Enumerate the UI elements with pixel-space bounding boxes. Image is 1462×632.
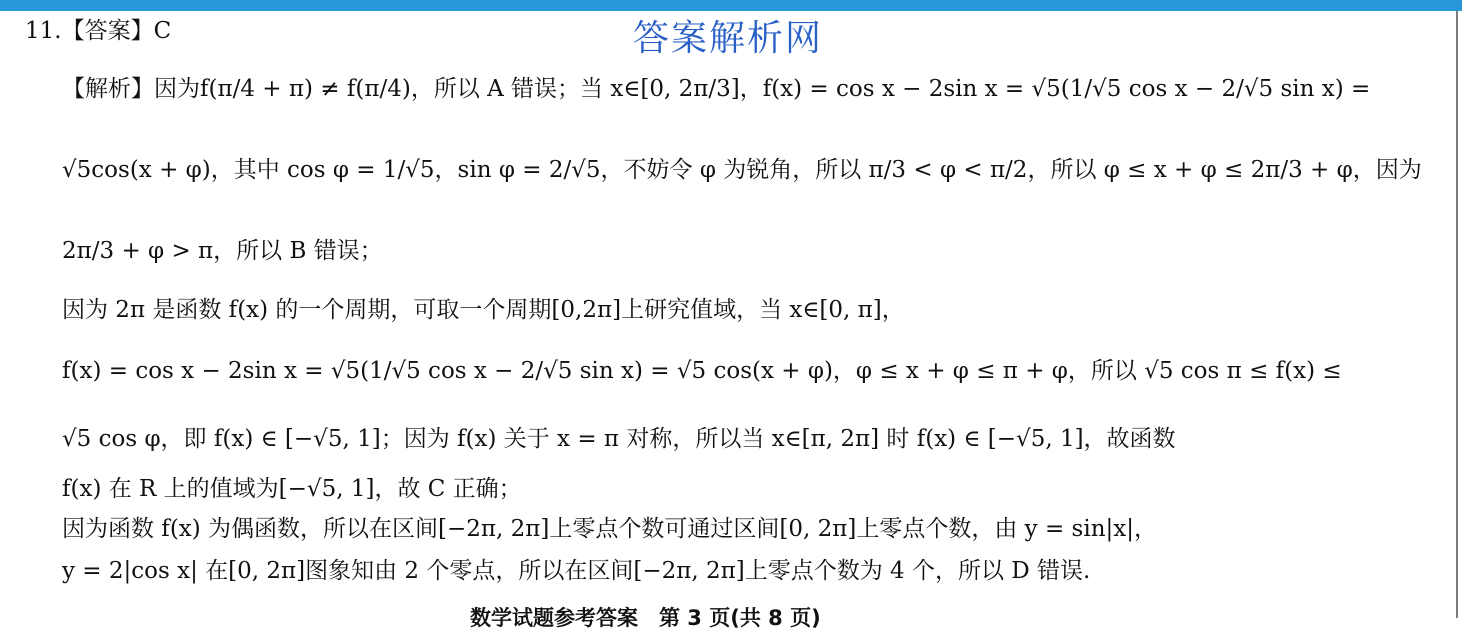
answer-line: 11.【答案】C: [25, 18, 172, 44]
page-border: [1456, 11, 1458, 618]
solution-line-3: 2π/3 + φ > π，所以 B 错误；: [62, 238, 383, 264]
page-footer: 数学试题参考答案 第 3 页(共 8 页): [470, 606, 821, 630]
solution-line-8: 因为函数 f(x) 为偶函数，所以在区间[−2π, 2π]上零点个数可通过区间[0, 2π]上零点个数，由 y = sin|x|，: [62, 516, 1157, 542]
solution-line-2: √5cos(x + φ)，其中 cos φ = 1/√5，sin φ = 2/√5，不妨令 φ 为锐角，所以 π/3 < φ < π/2，所以 φ ≤ x + φ ≤ 2π/3 + φ，因为: [62, 157, 1422, 183]
solution-line-6: √5 cos φ，即 f(x) ∈ [−√5, 1]；因为 f(x) 关于 x = π 对称，所以当 x∈[π, 2π] 时 f(x) ∈ [−√5, 1]，故函数: [62, 426, 1176, 452]
solution-line-7: f(x) 在 R 上的值域为[−√5, 1]，故 C 正确；: [62, 476, 522, 502]
solution-line-1: 【解析】因为f(π/4 + π) ≠ f(π/4)，所以 A 错误；当 x∈[0, 2π/3]，f(x) = cos x − 2sin x = √5(1/√5 cos x − 2/√5 sin x) =: [62, 76, 1371, 102]
watermark-text: 答案解析网: [633, 18, 824, 59]
solution-line-5: f(x) = cos x − 2sin x = √5(1/√5 cos x − 2/√5 sin x) = √5 cos(x + φ)，φ ≤ x + φ ≤ π + φ，所以 √5 cos π ≤ f(x) ≤: [62, 358, 1342, 384]
solution-line-4: 因为 2π 是函数 f(x) 的一个周期，可取一个周期[0,2π]上研究值域，当 x∈[0, π]，: [62, 297, 905, 323]
solution-line-9: y = 2|cos x| 在[0, 2π]图象知由 2 个零点，所以在区间[−2π, 2π]上零点个数为 4 个，所以 D 错误.: [62, 558, 1091, 584]
